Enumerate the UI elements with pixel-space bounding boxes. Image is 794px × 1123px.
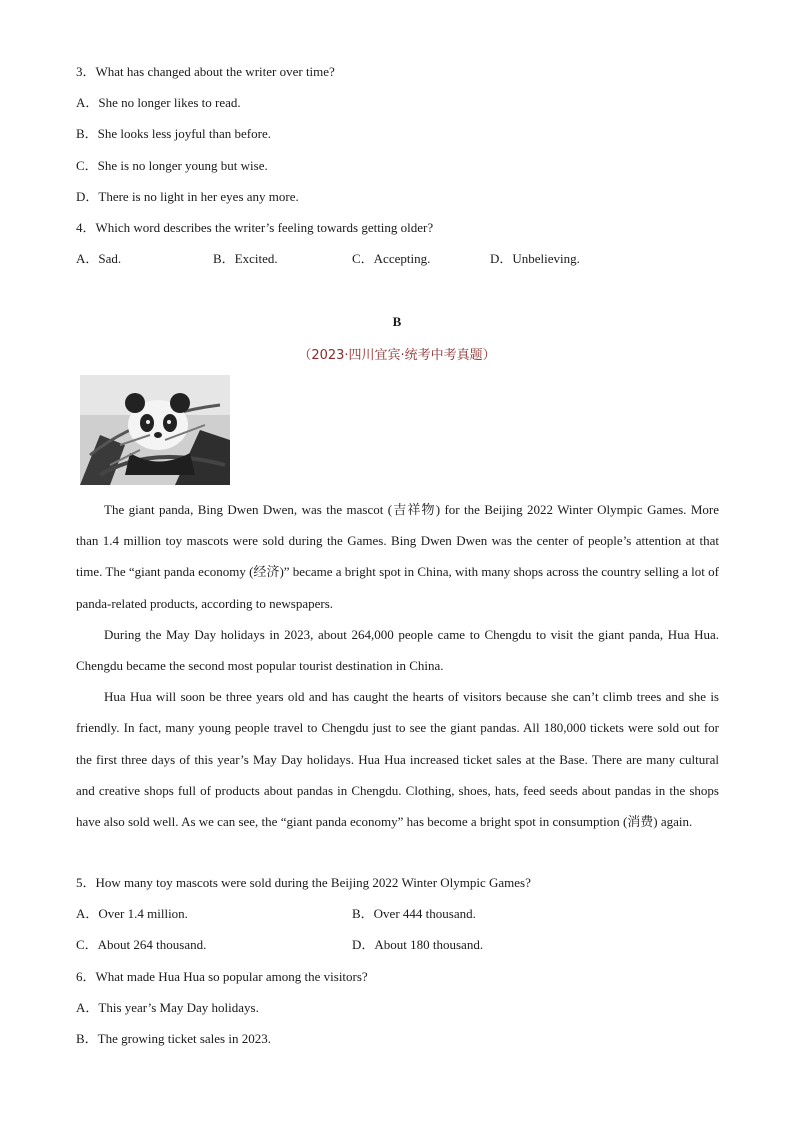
question-5-option-b: B．Over 444 thousand. — [352, 906, 476, 921]
question-4-option-d: D．Unbelieving. — [490, 251, 580, 266]
question-6-stem: 6．What made Hua Hua so popular among the visitors? — [76, 969, 368, 984]
passage-paragraph: The giant panda, Bing Dwen Dwen, was the mascot (吉祥物) for the Beijing 2022 Winter Olympic Games. More than 1.4 million toy mascots were sold during the Games. Bing Dwen Dwen was the center of people’s attention at that time. The “giant panda economy (经济)” became a bright spot in China, with many shops across the country selling a lot of panda-related products, according to newspapers. — [76, 502, 719, 611]
question-6-option-b: B．The growing ticket sales in 2023. — [76, 1031, 271, 1046]
question-3-stem: 3．What has changed about the writer over time? — [76, 64, 335, 79]
question-4-option-c: C．Accepting. — [352, 251, 431, 266]
panda-photo — [80, 375, 230, 485]
section-letter: B — [392, 314, 402, 329]
question-4-option-a: A．Sad. — [76, 251, 122, 266]
question-5-option-a: A．Over 1.4 million. — [76, 906, 188, 921]
question-3-option-a: A．She no longer likes to read. — [76, 95, 241, 110]
passage — [76, 494, 719, 837]
question-4-option-b: B．Excited. — [213, 251, 278, 266]
question-4-stem: 4．Which word describes the writer’s feeling towards getting older? — [76, 220, 434, 235]
question-5-option-d: D．About 180 thousand. — [352, 937, 484, 952]
question-6-option-a: A．This year’s May Day holidays. — [76, 1000, 259, 1015]
question-3-option-c: C．She is no longer young but wise. — [76, 158, 268, 173]
passage-paragraph: Hua Hua will soon be three years old and has caught the hearts of visitors because she can’t climb trees and she is friendly. In fact, many young people travel to Chengdu just to see the giant pandas. All 180,000 tickets were sold out for the first three days of this year’s May Day holidays. Hua Hua increased ticket sales at the Base. There are many cultural and creative shops full of products about pandas in Chengdu. Clothing, shoes, hats, feed seeds about pandas in the shops have also sold well. As we can see, the “giant panda economy” has become a bright spot in consumption (消费) again. — [76, 689, 719, 830]
source-note: （2023·四川宜宾·统考中考真题） — [298, 348, 496, 363]
question-5-option-c: C．About 264 thousand. — [76, 937, 207, 952]
panda-illustration — [80, 375, 230, 485]
question-5-stem: 5．How many toy mascots were sold during the Beijing 2022 Winter Olympic Games? — [76, 875, 531, 890]
question-3-option-b: B．She looks less joyful than before. — [76, 126, 271, 141]
question-3-option-d: D．There is no light in her eyes any more. — [76, 189, 299, 204]
passage-paragraph: During the May Day holidays in 2023, about 264,000 people came to Chengdu to visit the giant panda, Hua Hua. Chengdu became the second most popular tourist destination in China. — [76, 626, 719, 674]
